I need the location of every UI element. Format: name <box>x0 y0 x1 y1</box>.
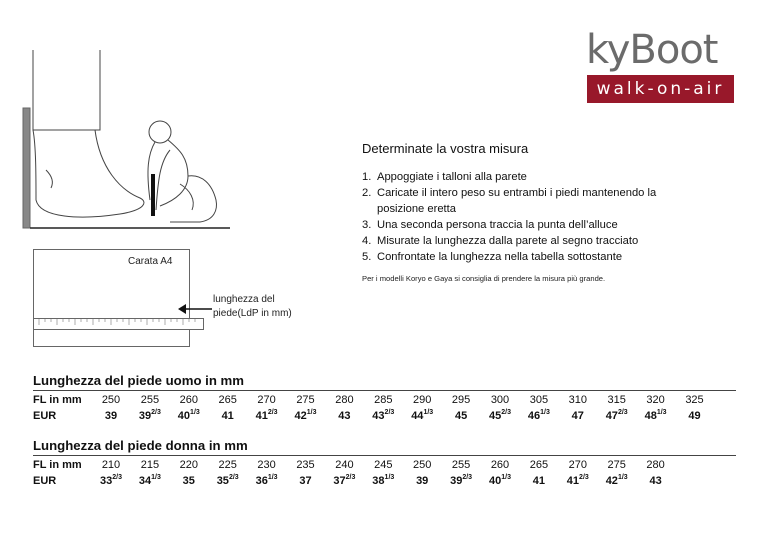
men-eur-cell: $43^{2/3}$ <box>372 409 395 422</box>
men-fl-cell: 275 <box>296 394 315 406</box>
foot-measuring-illustration <box>20 50 230 235</box>
ruler <box>33 318 204 330</box>
men-fl-cell: 305 <box>529 394 549 406</box>
men-eur-cell: $46^{1/3}$ <box>527 409 550 422</box>
brand-tagline: walk-on-air <box>587 75 734 103</box>
instructions-list <box>362 169 682 265</box>
women-fl-cell: 225 <box>218 459 237 471</box>
men-eur-cell: $40^{1/3}$ <box>177 409 200 422</box>
instruction-step: 1. Appoggiate i talloni alla parete <box>362 171 527 183</box>
women-table-rule <box>33 455 736 456</box>
men-eur-cell: 43 <box>338 410 351 422</box>
men-fl-cell: 300 <box>490 394 510 406</box>
paper-label: Carata A4 <box>128 256 173 267</box>
instructions-title: Determinate la vostra misura <box>362 141 529 156</box>
women-fl-cell: 250 <box>413 459 432 471</box>
men-eur-cell: 41 <box>221 410 234 422</box>
men-table-rule <box>33 390 736 391</box>
women-eur-cell: $39^{2/3}$ <box>450 474 473 487</box>
women-eur-cell: $40^{1/3}$ <box>489 474 511 487</box>
women-fl-cell: 270 <box>568 459 587 471</box>
instruction-step: 5. Confrontate la lunghezza nella tabella sottostante <box>362 251 623 263</box>
men-eur-cell: 39 <box>104 410 118 422</box>
men-eur-cell: $41^{2/3}$ <box>255 409 278 422</box>
women-fl-row <box>93 459 733 473</box>
person-head <box>149 121 171 143</box>
women-fl-cell: 235 <box>296 459 315 471</box>
women-fl-cell: 255 <box>451 459 471 471</box>
instruction-step: 3. Una seconda persona traccia la punta dell’alluce <box>362 219 618 231</box>
men-fl-cell: 255 <box>140 394 160 406</box>
women-fl-cell: 230 <box>257 459 276 471</box>
men-fl-cell: 270 <box>257 394 276 406</box>
women-fl-cell: 275 <box>607 459 626 471</box>
women-fl-cell: 240 <box>335 459 354 471</box>
men-eur-row <box>93 410 733 424</box>
women-fl-cell: 210 <box>101 459 121 471</box>
women-fl-cell: 220 <box>179 459 198 471</box>
brand-logo: kyBoot <box>586 27 718 73</box>
women-eur-cell: $38^{1/3}$ <box>372 474 395 487</box>
women-eur-cell: $36^{1/3}$ <box>255 474 278 487</box>
men-fl-cell: 290 <box>413 394 432 406</box>
men-fl-cell: 250 <box>101 394 121 406</box>
men-fl-cell: 315 <box>607 394 626 406</box>
women-eur-row <box>93 475 733 489</box>
women-eur-cell: 39 <box>416 475 429 487</box>
women-fl-cell: 215 <box>140 459 160 471</box>
foot-length-label: lunghezza del piede(LdP in mm) <box>213 294 292 319</box>
men-eur-cell: $47^{2/3}$ <box>605 409 628 422</box>
women-eur-cell: 37 <box>299 475 312 487</box>
men-fl-cell: 310 <box>568 394 587 406</box>
women-eur-cell: $34^{1/3}$ <box>138 474 161 487</box>
trouser-leg <box>33 50 100 130</box>
women-fl-cell: 265 <box>529 459 549 471</box>
women-eur-cell: $42^{1/3}$ <box>605 474 628 487</box>
men-fl-row <box>93 394 733 408</box>
men-eur-cell: $45^{2/3}$ <box>489 409 511 422</box>
instruction-step: 2. Caricate il intero peso su entrambi i piedi mantenendo la posizione eretta <box>362 187 657 215</box>
men-table-title: Lunghezza del piede uomo in mm <box>33 373 245 388</box>
women-eur-cell: $41^{2/3}$ <box>566 474 589 487</box>
women-fl-cell: 245 <box>374 459 393 471</box>
men-eur-cell: 49 <box>688 410 701 422</box>
men-eur-cell: $44^{1/3}$ <box>411 409 434 422</box>
women-eur-cell: $33^{2/3}$ <box>100 474 122 487</box>
women-fl-cell: 280 <box>646 459 665 471</box>
men-eur-label: EUR <box>33 410 57 422</box>
women-eur-label: EUR <box>33 475 57 487</box>
instructions-note: Per i modelli Koryo e Gaya si consiglia di prendere la misura più grande. <box>362 274 606 283</box>
men-eur-cell: $42^{1/3}$ <box>294 409 317 422</box>
men-fl-cell: 280 <box>335 394 354 406</box>
men-eur-cell: 45 <box>454 410 468 422</box>
person-back <box>160 140 188 206</box>
men-fl-cell: 260 <box>179 394 198 406</box>
men-fl-cell: 285 <box>374 394 393 406</box>
women-fl-label: FL in mm <box>33 459 82 471</box>
instruction-step: 4. Misurate la lunghezza dalla parete al segno tracciato <box>362 235 639 247</box>
arrow-left-icon <box>178 303 214 315</box>
men-fl-cell: 320 <box>646 394 665 406</box>
men-eur-cell: $48^{1/3}$ <box>644 409 667 422</box>
person-leg <box>170 176 216 222</box>
wall-shape <box>23 108 30 228</box>
women-eur-cell: 43 <box>649 475 662 487</box>
men-eur-cell: 47 <box>571 410 584 422</box>
men-fl-cell: 295 <box>451 394 471 406</box>
men-fl-label: FL in mm <box>33 394 82 406</box>
women-eur-cell: $35^{2/3}$ <box>216 474 239 487</box>
men-fl-cell: 265 <box>218 394 237 406</box>
men-eur-cell: $39^{2/3}$ <box>138 409 161 422</box>
women-eur-cell: $37^{2/3}$ <box>333 474 356 487</box>
women-fl-cell: 260 <box>490 459 510 471</box>
women-table-title: Lunghezza del piede donna in mm <box>33 438 248 453</box>
women-eur-cell: 35 <box>182 475 195 487</box>
women-eur-cell: 41 <box>532 475 546 487</box>
men-fl-cell: 325 <box>685 394 704 406</box>
